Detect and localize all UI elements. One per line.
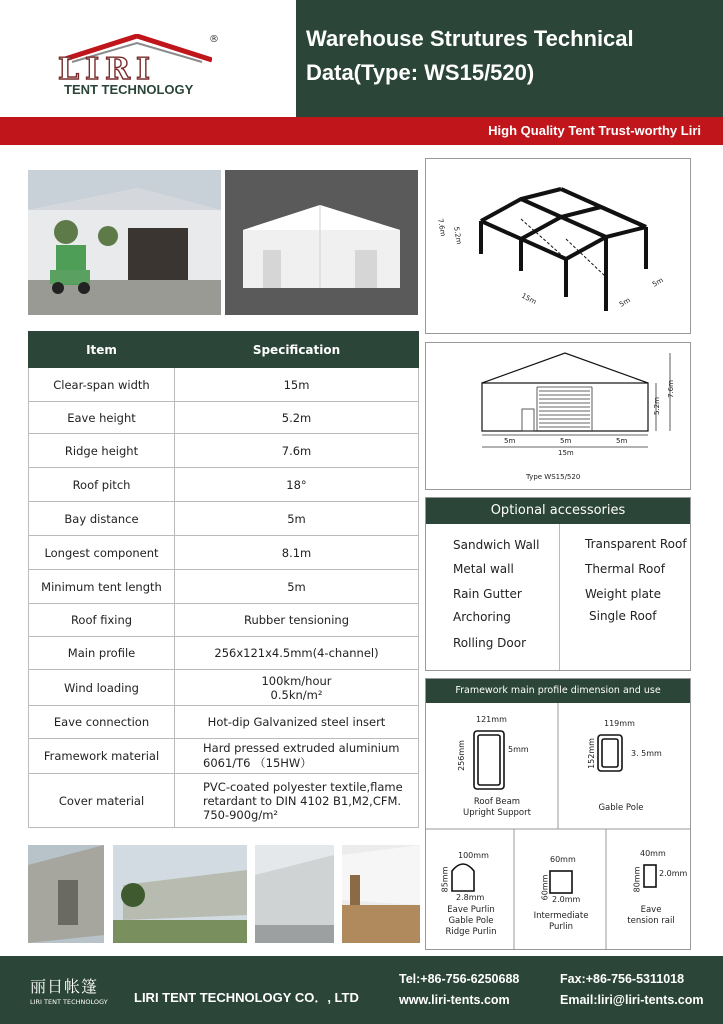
row-spec: 7.6m bbox=[175, 434, 419, 468]
frame-label-eave: 5.2m bbox=[452, 225, 464, 246]
row-item: Minimum tent length bbox=[29, 570, 175, 604]
main-use-1: Roof Beam bbox=[473, 797, 521, 807]
photo-warehouse-wall bbox=[255, 845, 334, 943]
row-spec: 8.1m bbox=[175, 536, 419, 570]
row-item: Wind loading bbox=[29, 670, 175, 706]
row-item: Eave connection bbox=[29, 706, 175, 739]
header-item: Item bbox=[29, 332, 175, 368]
footer bbox=[0, 956, 723, 1024]
row-spec: 15m bbox=[175, 368, 419, 402]
table-row bbox=[29, 502, 419, 536]
photo-warehouse-side bbox=[28, 845, 104, 943]
eave-height: 85mm bbox=[440, 866, 450, 893]
main-use bbox=[456, 797, 538, 819]
table-row bbox=[29, 706, 419, 739]
row-spec: Rubber tensioning bbox=[175, 604, 419, 637]
table-row bbox=[29, 670, 419, 706]
gable-thickness: 3. 5mm bbox=[631, 749, 662, 758]
eave-use bbox=[436, 905, 506, 938]
accessory-item: Archoring bbox=[453, 610, 511, 624]
photo-warehouse-interior bbox=[342, 845, 420, 943]
gable-use: Gable Pole bbox=[598, 803, 644, 813]
row-item: Roof pitch bbox=[29, 468, 175, 502]
row-item: Main profile bbox=[29, 637, 175, 670]
rail-use bbox=[616, 905, 686, 927]
inter-use-1: Intermediate bbox=[533, 911, 589, 921]
gable-width: 119mm bbox=[604, 719, 635, 728]
eave-use-1: Eave Purlin bbox=[447, 905, 495, 915]
accessory-item: Thermal Roof bbox=[585, 562, 665, 576]
optional-accessories-box bbox=[425, 497, 691, 671]
title-line-2: Data(Type: WS15/520) bbox=[306, 60, 535, 85]
table-row bbox=[29, 368, 419, 402]
row-spec bbox=[175, 774, 419, 828]
spec-line: 0.5kn/m² bbox=[270, 687, 323, 702]
row-item: Eave height bbox=[29, 402, 175, 434]
footer-fax: Fax:+86-756-5311018 bbox=[560, 972, 685, 986]
footer-company-name: LIRI TENT TECHNOLOGY CO．, LTD bbox=[134, 990, 359, 1005]
table-row bbox=[29, 468, 419, 502]
row-spec: 256x121x4.5mm(4-channel) bbox=[175, 637, 419, 670]
elev-eave: 5.2m bbox=[653, 397, 661, 415]
profiles-title: Framework main profile dimension and use bbox=[426, 679, 690, 703]
elev-caption: Type WS15/520 bbox=[526, 473, 581, 481]
row-spec: 18° bbox=[175, 468, 419, 502]
row-item: Clear-span width bbox=[29, 368, 175, 402]
inter-use bbox=[526, 911, 596, 933]
row-item: Longest component bbox=[29, 536, 175, 570]
rail-width: 40mm bbox=[640, 849, 666, 858]
rail-height: 80mm bbox=[632, 866, 642, 893]
inter-thickness: 2.0mm bbox=[552, 895, 581, 904]
main-thickness: 5mm bbox=[508, 745, 529, 754]
spec-line: PVC-coated polyester textile,flame bbox=[203, 779, 403, 794]
inter-height: 60mm bbox=[540, 874, 550, 901]
frame-label-bay1: 5m bbox=[618, 296, 632, 309]
frame-label-span: 15m bbox=[520, 291, 538, 307]
footer-email[interactable]: Email:liri@liri-tents.com bbox=[560, 993, 704, 1007]
frame-label-bay2: 5m bbox=[651, 276, 665, 289]
photo-warehouse-trees bbox=[113, 845, 247, 943]
logo-subtitle: TENT TECHNOLOGY bbox=[64, 82, 194, 97]
row-item: Cover material bbox=[29, 774, 175, 828]
slogan: High Quality Tent Trust-worthy Liri bbox=[488, 123, 701, 138]
row-spec: 5.2m bbox=[175, 402, 419, 434]
footer-logo-english: LIRI TENT TECHNOLOGY bbox=[30, 998, 108, 1006]
row-spec: 5m bbox=[175, 570, 419, 604]
main-use-2: Upright Support bbox=[463, 808, 531, 818]
accessories-divider bbox=[559, 524, 560, 670]
accessory-item: Rolling Door bbox=[453, 636, 527, 650]
row-item: Framework material bbox=[29, 739, 175, 774]
row-spec bbox=[175, 670, 419, 706]
row-item: Ridge height bbox=[29, 434, 175, 468]
footer-tel: Tel:+86-756-6250688 bbox=[399, 972, 520, 986]
gable-height: 152mm bbox=[586, 738, 596, 769]
rail-use-1: Eave bbox=[640, 905, 662, 915]
framework-profiles-box bbox=[425, 678, 691, 950]
elev-bay-2: 5m bbox=[560, 437, 572, 445]
footer-website[interactable]: www.liri-tents.com bbox=[399, 993, 510, 1007]
title-line-1: Warehouse Strutures Technical bbox=[306, 26, 634, 51]
elev-bay-1: 5m bbox=[504, 437, 516, 445]
elevation-diagram bbox=[425, 342, 691, 490]
row-item: Roof fixing bbox=[29, 604, 175, 637]
row-item: Bay distance bbox=[29, 502, 175, 536]
photo-tent-render bbox=[225, 170, 418, 315]
main-height: 256mm bbox=[456, 740, 466, 771]
spec-table bbox=[28, 331, 419, 828]
eave-purlin-section bbox=[452, 864, 474, 891]
spec-line: 6061/T6 （15HW） bbox=[203, 756, 312, 770]
eave-use-2: Gable Pole bbox=[448, 916, 494, 926]
table-row bbox=[29, 774, 419, 828]
inter-use-2: Purlin bbox=[549, 922, 573, 932]
photo-tent-exterior-forklift bbox=[28, 170, 221, 315]
main-width: 121mm bbox=[476, 715, 507, 724]
rail-thickness: 2.0mm bbox=[659, 869, 688, 878]
table-row bbox=[29, 637, 419, 670]
spec-line: retardant to DIN 4102 B1,M2,CFM. bbox=[203, 793, 402, 808]
spec-table-header bbox=[29, 332, 419, 368]
inter-width: 60mm bbox=[550, 855, 576, 864]
frame-3d-diagram bbox=[425, 158, 691, 334]
elev-bay-3: 5m bbox=[616, 437, 628, 445]
registered-mark: ® bbox=[209, 34, 219, 45]
table-row bbox=[29, 402, 419, 434]
table-row bbox=[29, 570, 419, 604]
logo-wordmark: LIRI bbox=[58, 52, 157, 87]
accessory-item: Transparent Roof bbox=[585, 537, 687, 551]
row-spec: 5m bbox=[175, 502, 419, 536]
accessory-item: Single Roof bbox=[589, 609, 657, 623]
accessories-title: Optional accessories bbox=[426, 498, 690, 524]
elev-ridge: 7.6m bbox=[667, 380, 675, 398]
accessory-item: Weight plate bbox=[585, 587, 662, 601]
table-row bbox=[29, 434, 419, 468]
frame-label-ridge: 7.6m bbox=[436, 217, 448, 238]
eave-use-3: Ridge Purlin bbox=[445, 927, 497, 937]
accessory-item: Metal wall bbox=[453, 562, 514, 576]
tension-rail-section bbox=[644, 865, 656, 887]
spec-line: 100km/hour bbox=[261, 673, 332, 688]
rail-use-2: tension rail bbox=[627, 916, 675, 926]
eave-width: 100mm bbox=[458, 851, 489, 860]
accessory-item: Sandwich Wall bbox=[453, 538, 540, 552]
header-specification: Specification bbox=[175, 332, 419, 368]
intermediate-purlin-section bbox=[550, 871, 572, 893]
page-title bbox=[306, 22, 721, 90]
table-row bbox=[29, 739, 419, 774]
footer-logo-chinese: 丽日帐篷 bbox=[30, 977, 99, 996]
spec-line: Hard pressed extruded aluminium bbox=[203, 741, 400, 755]
spec-line: 750-900g/m² bbox=[203, 807, 279, 822]
table-row bbox=[29, 604, 419, 637]
accessory-item: Rain Gutter bbox=[453, 587, 522, 601]
row-spec bbox=[175, 739, 419, 774]
elev-total: 15m bbox=[558, 449, 574, 457]
table-row bbox=[29, 536, 419, 570]
eave-thickness: 2.8mm bbox=[456, 893, 485, 902]
row-spec: Hot-dip Galvanized steel insert bbox=[175, 706, 419, 739]
